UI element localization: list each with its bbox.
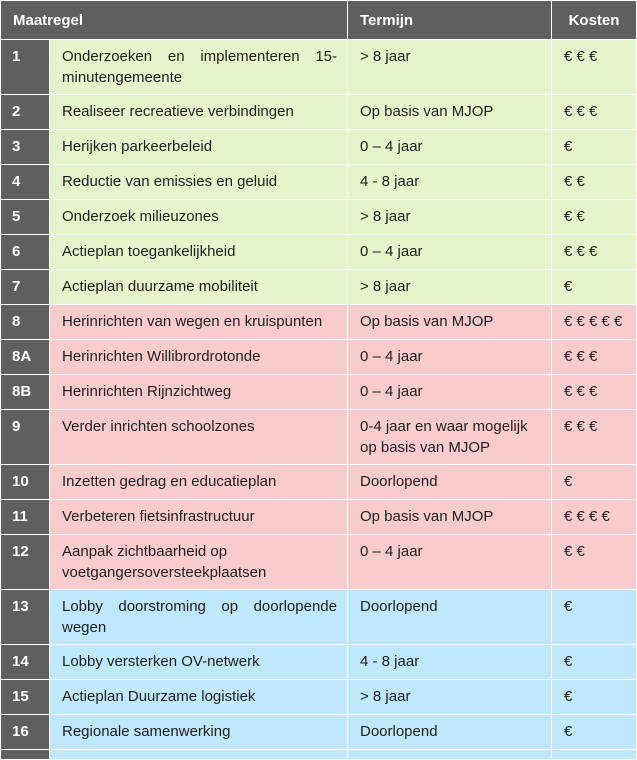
measure-term: 4 - 8 jaar — [348, 645, 552, 680]
measure-term: 0 – 4 jaar — [348, 235, 552, 270]
measure-number: 15 — [1, 680, 50, 715]
table-row — [1, 645, 637, 680]
header-kosten: Kosten — [552, 1, 637, 40]
measure-description: Verder inrichten schoolzones — [50, 410, 348, 465]
measure-cost: € — [552, 590, 637, 645]
measure-number: 16 — [1, 715, 50, 750]
measure-term: > 8 jaar — [348, 40, 552, 95]
table-row — [1, 270, 637, 305]
measure-number: 4 — [1, 165, 50, 200]
measure-number: 7 — [1, 270, 50, 305]
measure-cost: € — [552, 680, 637, 715]
measure-number: 3 — [1, 130, 50, 165]
measure-description: Inzetten gedrag en educatieplan — [50, 465, 348, 500]
table-row — [1, 410, 637, 465]
table-row-partial — [1, 750, 637, 760]
table-row — [1, 375, 637, 410]
measure-description: Actieplan Duurzame logistiek — [50, 680, 348, 715]
measure-description: Aanpak zichtbaarheid op voetgangersoversteekplaatsen — [50, 535, 348, 590]
measure-term: 0-4 jaar en waar mogelijk op basis van MJOP — [348, 410, 552, 465]
table-row — [1, 340, 637, 375]
table-row — [1, 235, 637, 270]
measure-number: 14 — [1, 645, 50, 680]
measure-description: Herinrichten Rijnzichtweg — [50, 375, 348, 410]
measure-cost: € € — [552, 200, 637, 235]
measure-cost: € — [552, 645, 637, 680]
table-row — [1, 40, 637, 95]
table-row — [1, 590, 637, 645]
measure-cost: € € € — [552, 410, 637, 465]
measure-description: Herinrichten van wegen en kruispunten — [50, 305, 348, 340]
measure-description: Realiseer recreatieve verbindingen — [50, 95, 348, 130]
measure-cost — [552, 750, 637, 760]
measure-cost: € € € — [552, 340, 637, 375]
table-row — [1, 680, 637, 715]
measure-description: Regionale samenwerking — [50, 715, 348, 750]
measure-term: > 8 jaar — [348, 680, 552, 715]
measure-description: Onderzoeken en implementeren 15-minutengemeente — [50, 40, 348, 95]
table-row — [1, 130, 637, 165]
measure-cost: € — [552, 715, 637, 750]
measure-term: Doorlopend — [348, 465, 552, 500]
measure-number — [1, 750, 50, 760]
measure-term: 0 – 4 jaar — [348, 535, 552, 590]
measure-term: Op basis van MJOP — [348, 95, 552, 130]
measure-term: Op basis van MJOP — [348, 305, 552, 340]
measure-description: Actieplan toegankelijkheid — [50, 235, 348, 270]
measure-term: 0 – 4 jaar — [348, 340, 552, 375]
measure-cost: € — [552, 465, 637, 500]
measure-term: Doorlopend — [348, 590, 552, 645]
measure-number: 8A — [1, 340, 50, 375]
measure-cost: € — [552, 270, 637, 305]
measure-description: Lobby versterken OV-netwerk — [50, 645, 348, 680]
measure-term: Doorlopend — [348, 715, 552, 750]
measure-cost: € € — [552, 165, 637, 200]
measure-cost: € € € € € — [552, 305, 637, 340]
header-row — [1, 1, 637, 40]
measure-description — [50, 750, 348, 760]
measure-number: 2 — [1, 95, 50, 130]
table-row — [1, 465, 637, 500]
measure-number: 9 — [1, 410, 50, 465]
measure-cost: € € € — [552, 375, 637, 410]
measure-number: 5 — [1, 200, 50, 235]
measure-number: 13 — [1, 590, 50, 645]
measure-cost: € € € — [552, 40, 637, 95]
measure-description: Verbeteren fietsinfrastructuur — [50, 500, 348, 535]
measure-number: 8B — [1, 375, 50, 410]
measure-number: 8 — [1, 305, 50, 340]
table-row — [1, 200, 637, 235]
measure-cost: € € — [552, 535, 637, 590]
measure-number: 12 — [1, 535, 50, 590]
measure-term: 0 – 4 jaar — [348, 130, 552, 165]
measure-cost: € € € — [552, 95, 637, 130]
measure-term — [348, 750, 552, 760]
measure-number: 11 — [1, 500, 50, 535]
measure-cost: € € € — [552, 235, 637, 270]
measure-description: Actieplan duurzame mobiliteit — [50, 270, 348, 305]
measure-term: > 8 jaar — [348, 270, 552, 305]
measure-description: Onderzoek milieuzones — [50, 200, 348, 235]
measure-number: 10 — [1, 465, 50, 500]
measure-description: Reductie van emissies en geluid — [50, 165, 348, 200]
table-row — [1, 715, 637, 750]
measure-number: 6 — [1, 235, 50, 270]
table-row — [1, 500, 637, 535]
table-row — [1, 535, 637, 590]
table-row — [1, 305, 637, 340]
measure-term: > 8 jaar — [348, 200, 552, 235]
header-termijn: Termijn — [348, 1, 552, 40]
measure-term: 0 – 4 jaar — [348, 375, 552, 410]
measure-term: Op basis van MJOP — [348, 500, 552, 535]
measure-term: 4 - 8 jaar — [348, 165, 552, 200]
table-row — [1, 165, 637, 200]
measure-cost: € € € € — [552, 500, 637, 535]
measure-description: Lobby doorstroming op doorlopende wegen — [50, 590, 348, 645]
header-maatregel: Maatregel — [1, 1, 348, 40]
table-row — [1, 95, 637, 130]
measure-number: 1 — [1, 40, 50, 95]
measure-description: Herinrichten Willibrordrotonde — [50, 340, 348, 375]
measure-description: Herijken parkeerbeleid — [50, 130, 348, 165]
measure-cost: € — [552, 130, 637, 165]
